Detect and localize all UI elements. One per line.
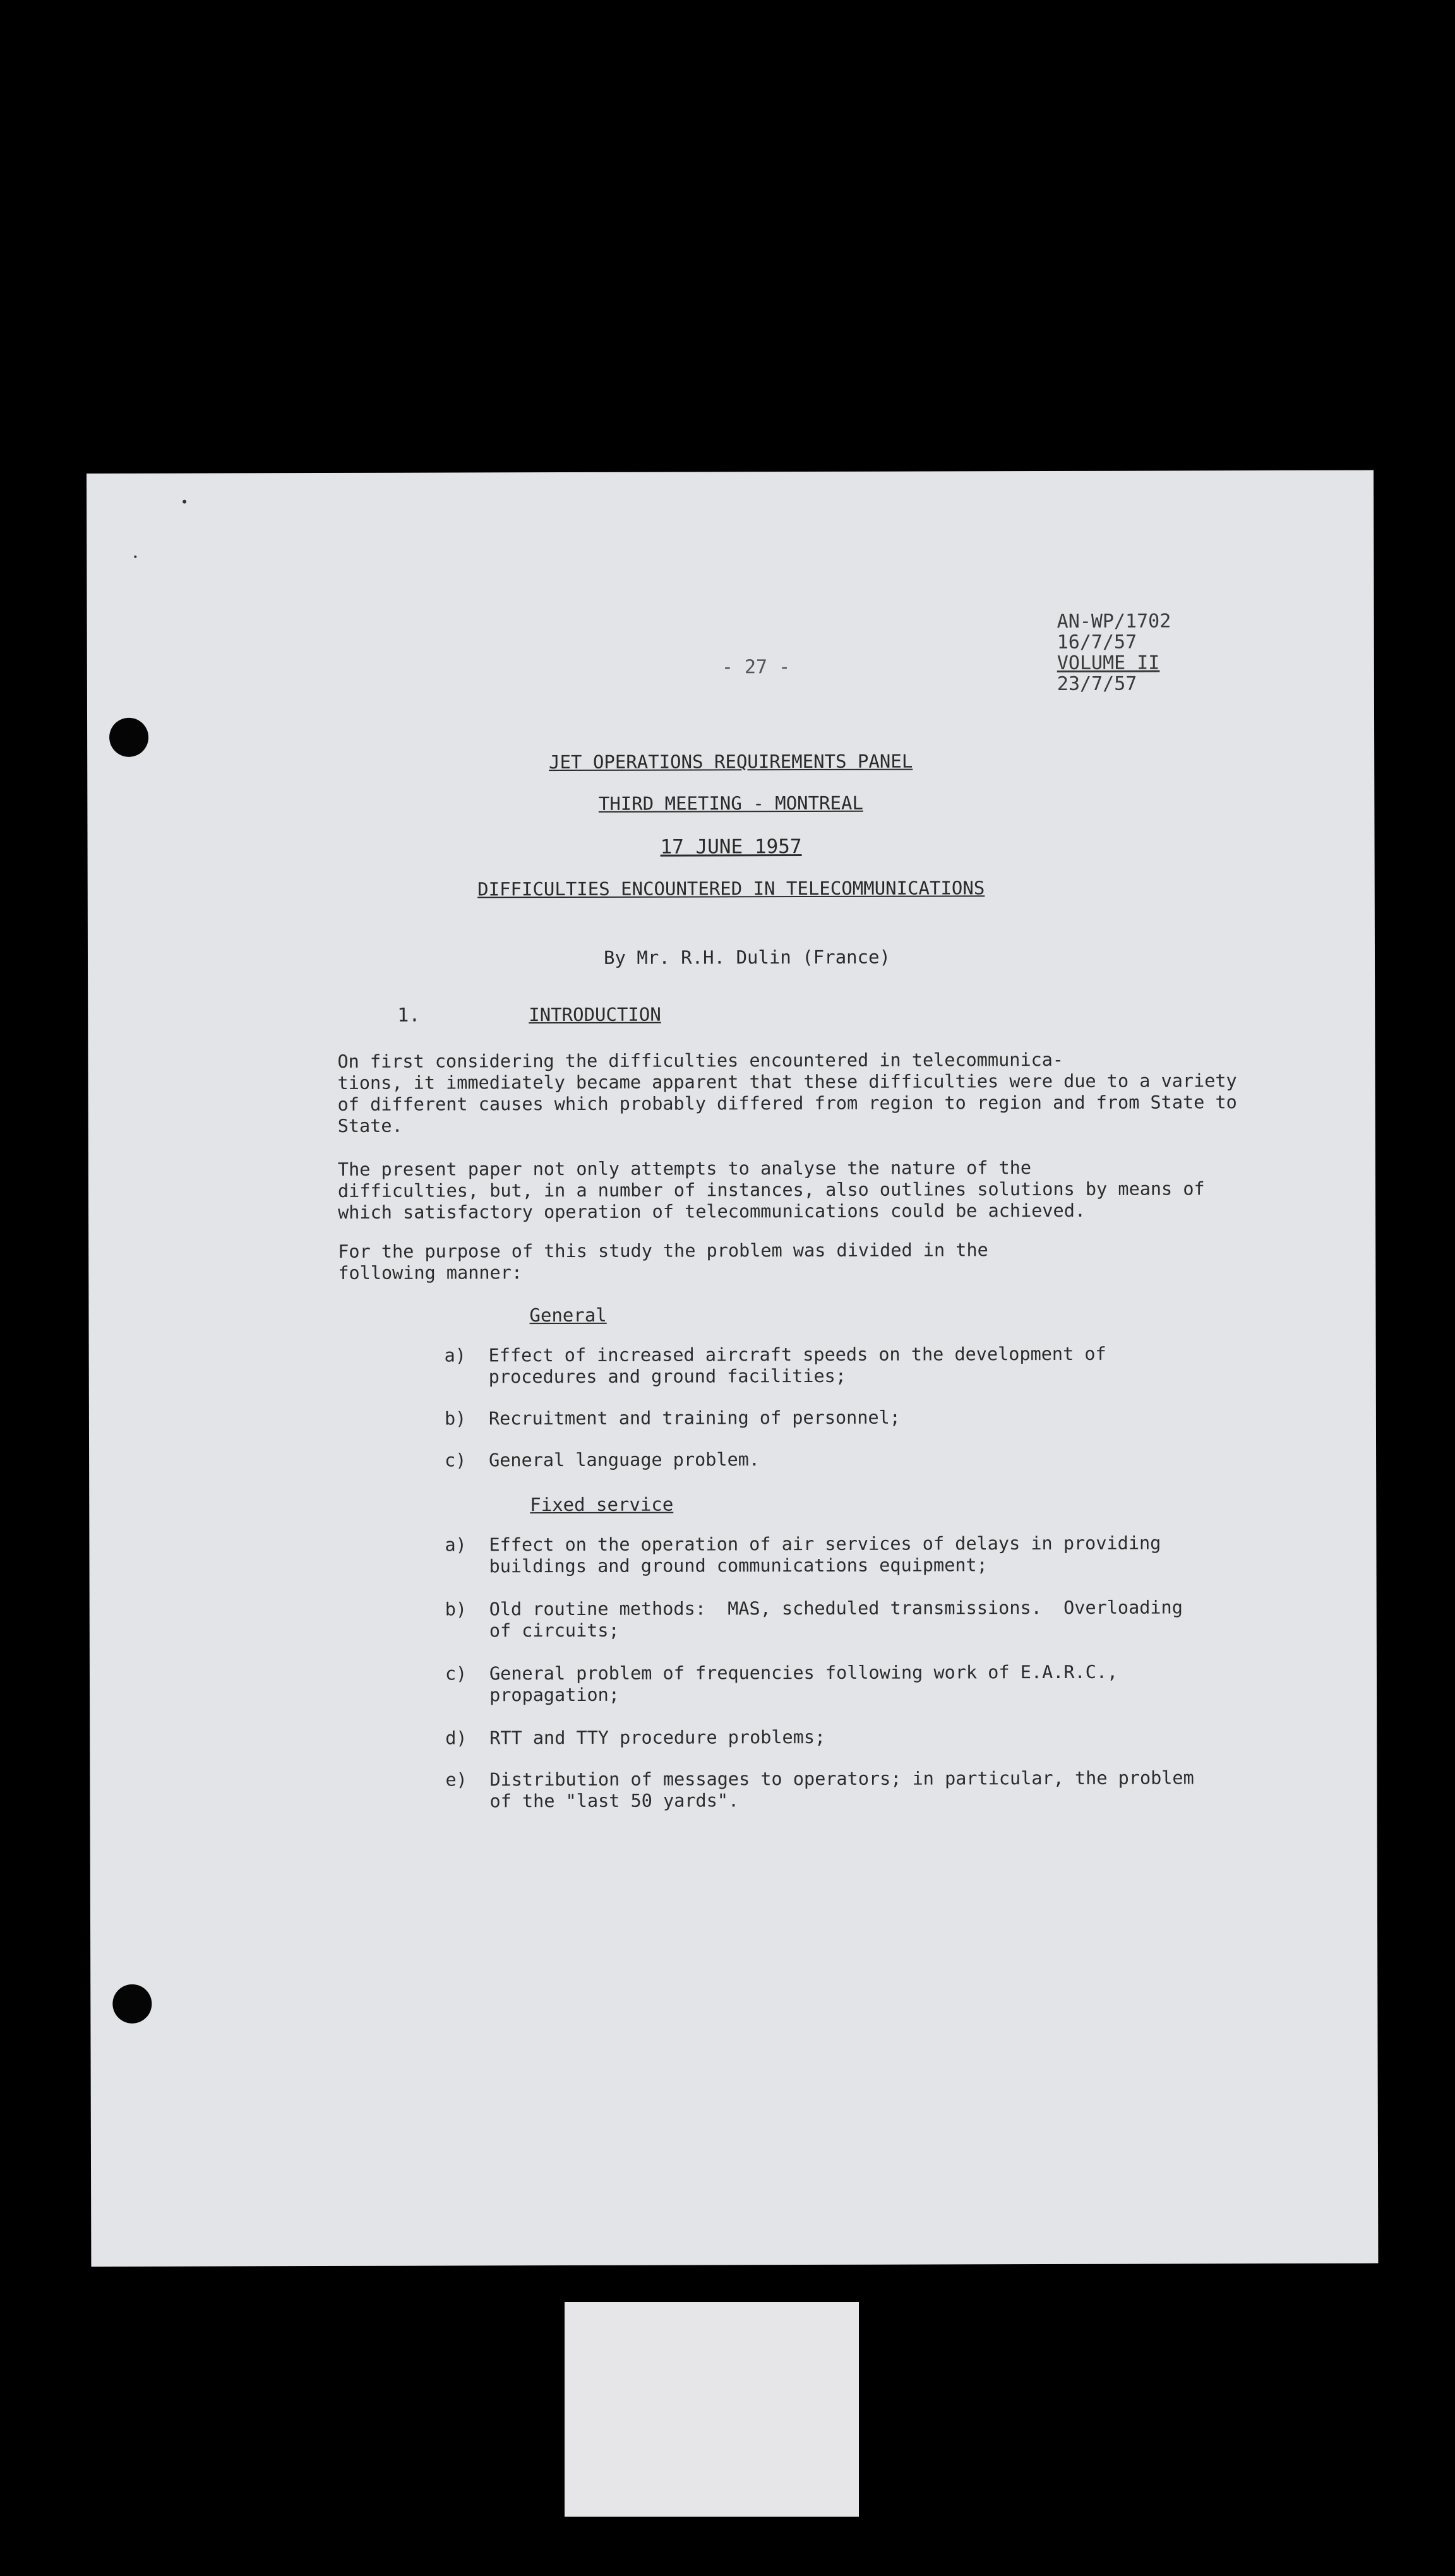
list-item	[445, 1727, 825, 1750]
list-item-line: Effect of increased aircraft speeds on the development of	[488, 1343, 1106, 1366]
list-item-line: General language problem.	[489, 1449, 760, 1471]
document-reference	[1057, 611, 1171, 695]
list-item-line: procedures and ground facilities;	[488, 1365, 847, 1388]
list-item	[445, 1449, 760, 1471]
list-item-letter: e)	[445, 1769, 467, 1791]
reference-date-2: 23/7/57	[1057, 672, 1137, 695]
paragraph-line: which satisfactory operation of telecommunications could be achieved.	[338, 1200, 1086, 1223]
blank-index-card	[565, 2302, 859, 2517]
list-item	[445, 1533, 1161, 1578]
list-item-line: RTT and TTY procedure problems;	[489, 1726, 826, 1749]
list-item	[445, 1344, 1106, 1388]
list-item-letter: b)	[445, 1599, 467, 1620]
paragraph-line: of different causes which probably differed from region to region and from State to	[337, 1092, 1237, 1115]
list-item	[445, 1767, 1194, 1812]
meeting-heading: THIRD MEETING - MONTREAL	[598, 792, 863, 814]
paragraph-line: difficulties, but, in a number of instances, also outlines solutions by means of	[337, 1178, 1205, 1202]
section-title: INTRODUCTION	[529, 1003, 661, 1026]
list-item-line: General problem of frequencies following work of E.A.R.C.,	[489, 1661, 1118, 1685]
list-item-letter: c)	[445, 1663, 467, 1685]
punch-hole-top	[109, 718, 148, 757]
list-item-line: Recruitment and training of personnel;	[488, 1407, 901, 1429]
section-number: 1.	[397, 1004, 421, 1027]
list-item-letter: d)	[445, 1727, 467, 1749]
document-title: DIFFICULTIES ENCOUNTERED IN TELECOMMUNICATIONS	[477, 877, 985, 900]
paragraph-line: tions, it immediately became apparent that these difficulties were due to a variety	[337, 1070, 1237, 1094]
list-item-line: Effect on the operation of air services of delays in providing	[489, 1532, 1161, 1556]
list-item-letter: b)	[444, 1408, 467, 1429]
punch-hole-bottom	[112, 1984, 152, 2024]
paragraph-line: State.	[337, 1115, 403, 1136]
list-item-line: of circuits;	[489, 1619, 620, 1642]
paragraph-line: The present paper not only attempts to analyse the nature of the	[337, 1157, 1032, 1180]
list-item	[445, 1597, 1183, 1642]
list-item	[445, 1662, 1118, 1707]
list-item-line: buildings and ground communications equipment;	[489, 1554, 988, 1577]
date-heading: 17 JUNE 1957	[660, 835, 802, 859]
doc-number: AN-WP/1702	[1057, 610, 1171, 633]
panel-heading: JET OPERATIONS REQUIREMENTS PANEL	[549, 750, 913, 773]
paragraph-line: On first considering the difficulties encountered in telecommunica-	[337, 1049, 1064, 1072]
document-page	[87, 470, 1378, 2267]
paragraph-1	[337, 1049, 1322, 1137]
list-item-letter: c)	[445, 1450, 467, 1471]
paragraph-2	[338, 1157, 1323, 1224]
paper-speck	[134, 556, 136, 558]
list-item-line: Distribution of messages to operators; in particular, the problem	[489, 1767, 1194, 1791]
list-item	[445, 1407, 901, 1430]
list-item-line: of the "last 50 yards".	[489, 1790, 739, 1812]
list-item-letter: a)	[444, 1345, 467, 1366]
volume-label: VOLUME II	[1057, 652, 1160, 674]
list-item-letter: a)	[445, 1534, 467, 1556]
subheading-general: General	[529, 1304, 607, 1327]
list-item-line: propagation;	[489, 1684, 620, 1706]
paragraph-3	[338, 1239, 1323, 1284]
paragraph-line: For the purpose of this study the problem was divided in the	[338, 1239, 988, 1262]
list-item-line: Old routine methods: MAS, scheduled transmissions. Overloading	[489, 1597, 1183, 1620]
subheading-fixed-service: Fixed service	[530, 1493, 674, 1516]
paragraph-line: following manner:	[338, 1262, 523, 1284]
page-number: - 27 -	[721, 656, 791, 679]
paper-speck	[183, 500, 186, 504]
author-line: By Mr. R.H. Dulin (France)	[603, 946, 891, 969]
reference-date-1: 16/7/57	[1057, 631, 1137, 653]
